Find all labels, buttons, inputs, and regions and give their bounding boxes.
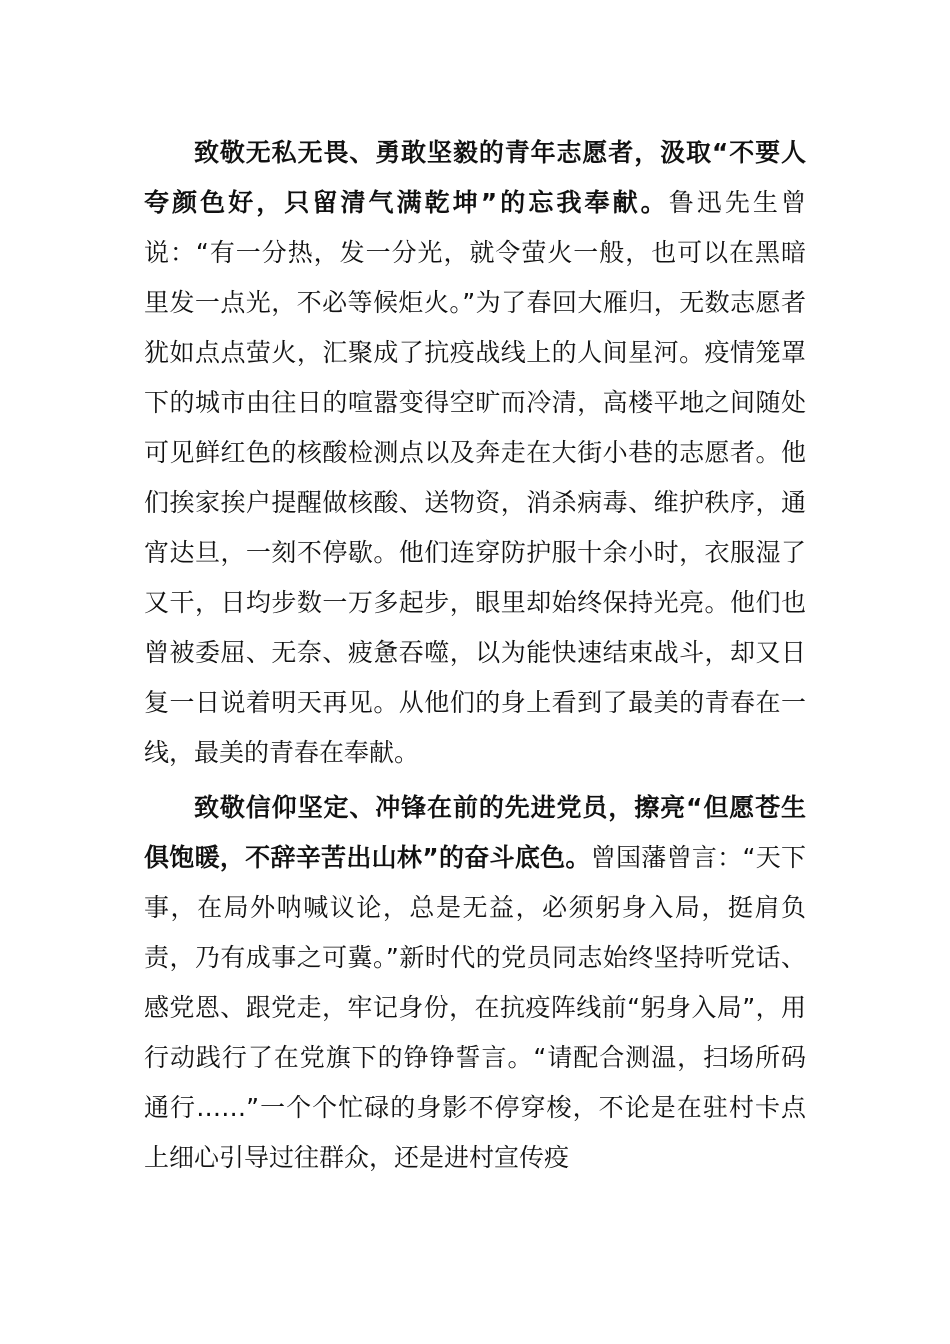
paragraph-party-members	[144, 783, 806, 1183]
paragraph-lead-sentence: 致敬信仰坚定、冲锋在前的先进党员，擦亮“但愿苍生俱饱暖，不辞辛苦出山林”的奋斗底色。	[144, 793, 806, 872]
paragraph-body-text: 曾国藩曾言：“天下事，在局外呐喊议论，总是无益，必须躬身入局，挺肩负责，乃有成事之可冀。”新时代的党员同志始终坚持听党话、感党恩、跟党走，牢记身份，在抗疫阵线前“躬身入局”，用行动践行了在党旗下的铮铮誓言。“请配合测温，扫场所码通行……”一个个忙碌的身影不停穿梭，不论是在驻村卡点上细心引导过往群众，还是进村宣传疫	[144, 843, 806, 1172]
paragraph-body-text: 鲁迅先生曾说：“有一分热，发一分光，就令萤火一般，也可以在黑暗里发一点光，不必等候炬火。”为了春回大雁归，无数志愿者犹如点点萤火，汇聚成了抗疫战线上的人间星河。疫情笼罩下的城市由往日的喧嚣变得空旷而冷清，高楼平地之间随处可见鲜红色的核酸检测点以及奔走在大街小巷的志愿者。他们挨家挨户提醒做核酸、送物资，消杀病毒、维护秩序，通宵达旦，一刻不停歇。他们连穿防护服十余小时，衣服湿了又干，日均步数一万多起步，眼里却始终保持光亮。他们也曾被委屈、无奈、疲惫吞噬，以为能快速结束战斗，却又日复一日说着明天再见。从他们的身上看到了最美的青春在一线，最美的青春在奉献。	[144, 188, 806, 767]
paragraph-youth-volunteers	[144, 128, 806, 778]
paragraph-lead-sentence: 致敬无私无畏、勇敢坚毅的青年志愿者，汲取“不要人夸颜色好，只留清气满乾坤”的忘我奉献。	[144, 138, 806, 217]
